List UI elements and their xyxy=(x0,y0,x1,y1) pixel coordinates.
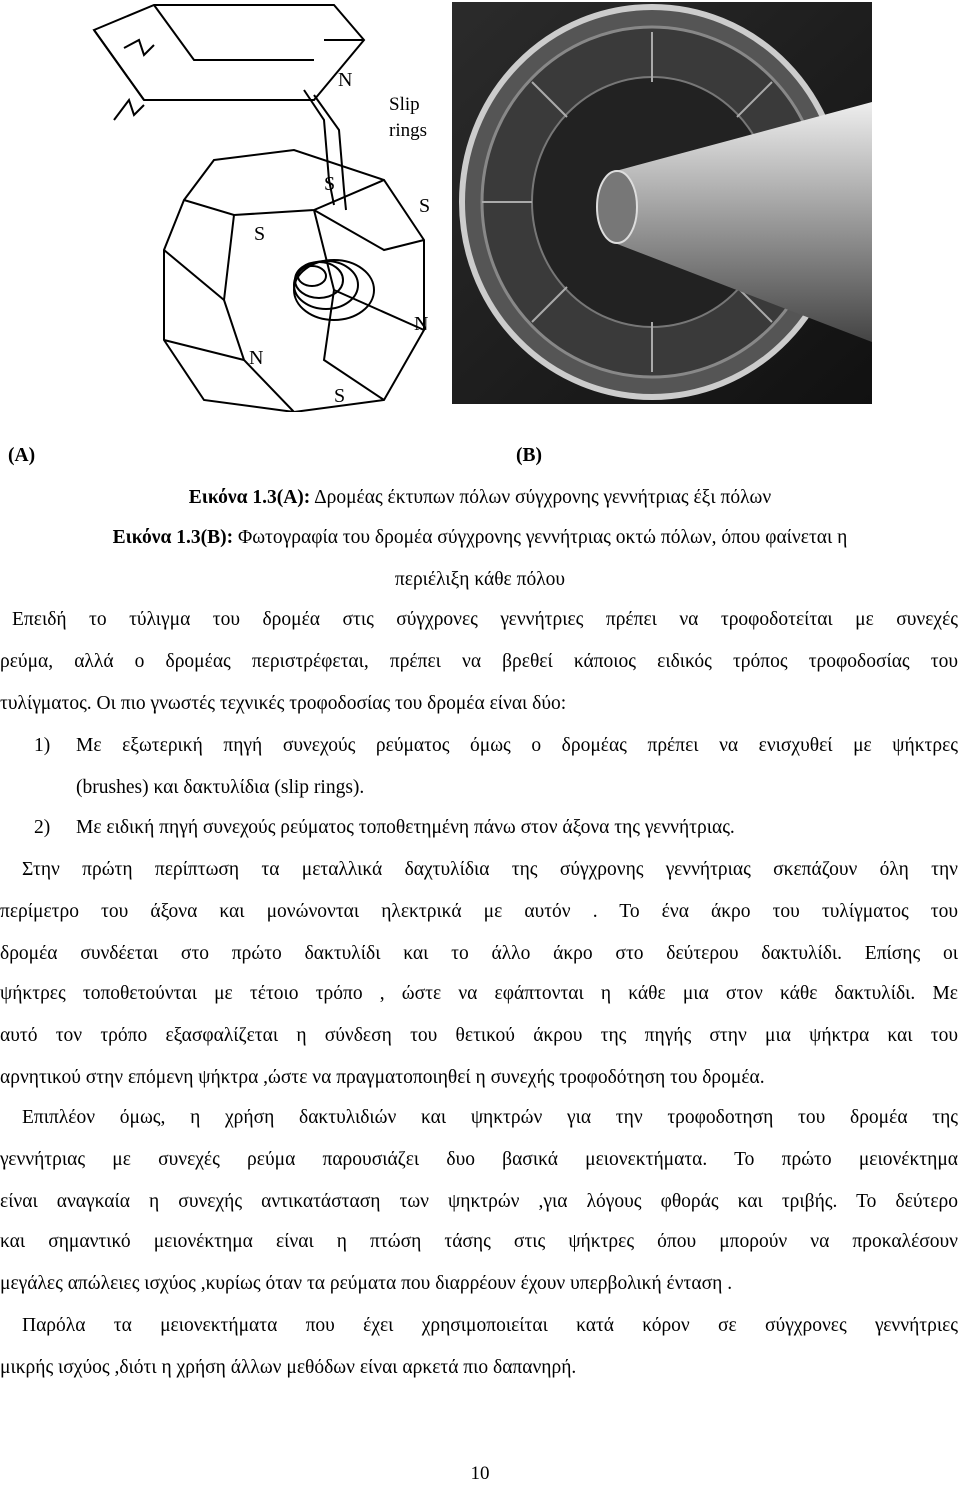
page-number: 10 xyxy=(470,1463,490,1484)
paragraph-line: αυτό τον τρόπο εξασφαλίζεται η σύνδεση του θετικού άκρου της πηγής στην μια ψήκτρα και του xyxy=(0,1025,958,1046)
list-item-number: 2) xyxy=(34,817,51,838)
figure-b-rotor-photograph xyxy=(452,2,872,404)
paragraph-line: γεννήτριας με συνεχές ρεύμα παρουσιάζει δυο βασικά μειονεκτήματα. Το πρώτο μειονέκτημα xyxy=(0,1149,958,1170)
list-item-number: 1) xyxy=(34,735,51,756)
paragraph-line: μεγάλες απώλειες ισχύος ,κυρίως όταν τα ρεύματα που διαρρέουν έχουν υπερβολική ένταση . xyxy=(0,1273,733,1294)
slip-rings-label: Slip rings xyxy=(389,94,427,141)
list-item-line: (brushes) και δακτυλίδια (slip rings). xyxy=(76,777,365,798)
figure-a-caption xyxy=(0,486,960,510)
paragraph-line: Στην πρώτη περίπτωση τα μεταλλικά δαχτυλίδια της σύγχρονης γεννήτριας σκεπάζουν όλη την xyxy=(22,859,958,880)
paragraph-line: αρνητικού στην επόμενη ψήκτρα ,ώστε να πραγματοποιηθεί η συνεχής τροφοδότηση του δρομέα. xyxy=(0,1067,765,1088)
list-item-line: Με εξωτερική πηγή συνεχούς ρεύματος όμως ο δρομέας πρέπει να ενισχυθεί με ψήκτρες xyxy=(76,735,958,756)
pole-label-n: N xyxy=(249,347,264,369)
paragraph-line: ρεύμα, αλλά ο δρομέας περιστρέφεται, πρέπει να βρεθεί κάποιος ειδικός τρόπος τροφοδοσίας του xyxy=(0,651,958,672)
figure-b-label: (B) xyxy=(516,445,542,466)
paragraph-line: μικρής ισχύος ,διότι η χρήση άλλων μεθόδων είναι αρκετά πιο δαπανηρή. xyxy=(0,1357,577,1378)
figure-b-caption-continued: περιέλιξη κάθε πόλου xyxy=(394,569,566,590)
paragraph-line: και σημαντικό μειονέκτημα είναι η πτώση τάσης στις ψήκτρες όπου μπορούν να προκαλέσουν xyxy=(0,1231,958,1252)
figure-a-caption-label: Εικόνα 1.3(Α): xyxy=(188,487,311,508)
figure-b-caption-label: Εικόνα 1.3(Β): xyxy=(112,527,234,548)
paragraph-line: Επιπλέον όμως, η χρήση δακτυλιδιών και ψηκτρών για την τροφοδοτηση του δρομέα της xyxy=(22,1107,958,1128)
list-item-line: Με ειδική πηγή συνεχούς ρεύματος τοποθετημένη πάνω στον άξονα της γεννήτριας. xyxy=(76,817,735,838)
pole-label-s: S xyxy=(419,195,431,217)
pole-label-s: S xyxy=(334,385,346,407)
figure-b-caption-text: Φωτογραφία του δρομέα σύγχρονης γεννήτριας οκτώ πόλων, όπου φαίνεται η xyxy=(233,527,848,548)
pole-label-n: N xyxy=(338,69,353,91)
pole-label-s: S xyxy=(254,223,266,245)
paragraph-line: Επειδή το τύλιγμα του δρομέα στις σύγχρονες γεννήτριες πρέπει να τροφοδοτείται με συνεχές xyxy=(12,609,958,630)
pole-label-s: S xyxy=(324,173,336,195)
paragraph-line: περίμετρο του άξονα και μονώνονται ηλεκτρικά με αυτόν . Το ένα άκρο του τυλίγματος του xyxy=(0,901,958,922)
paragraph-line: τυλίγματος. Οι πιο γνωστές τεχνικές τροφοδοσίας του δρομέα είναι δύο: xyxy=(0,693,567,714)
figure-a-label: (A) xyxy=(8,445,36,466)
figure-a-caption-text: Δρομέας έκτυπων πόλων σύγχρονης γεννήτριας έξι πόλων xyxy=(310,487,772,508)
paragraph-line: είναι αναγκαία η συνεχής αντικατάσταση των ψηκτρών ,για λόγους φθοράς και τριβής. Το δεύτερο xyxy=(0,1191,958,1212)
paragraph-line: Παρόλα τα μειονεκτήματα που έχει χρησιμοποιείται κατά κόρον σε σύγχρονες γεννήτριες xyxy=(22,1315,958,1336)
paragraph-line: ψήκτρες τοποθετούνται με τέτοιο τρόπο , ώστε να εφάπτονται η κάθε μια στον κάθε δακτυλίδι. Με xyxy=(0,983,958,1004)
figure-b-caption xyxy=(0,526,960,550)
pole-label-n: N xyxy=(414,313,429,335)
figure-a-salient-pole-rotor-drawing xyxy=(84,0,460,412)
paragraph-line: δρομέα συνδέεται στο πρώτο δακτυλίδι και το άλλο άκρο στο δεύτερου δακτυλίδι. Επίσης οι xyxy=(0,943,958,964)
